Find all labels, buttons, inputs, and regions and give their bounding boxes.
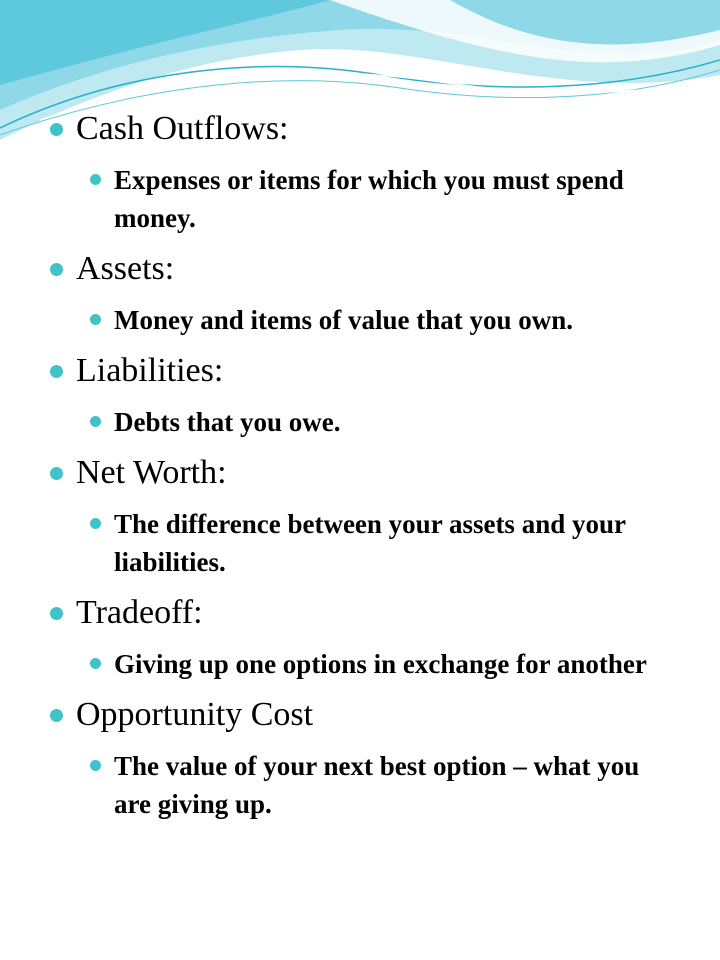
term-assets (48, 248, 668, 290)
bullet-icon (50, 467, 63, 480)
sub-bullet-icon (90, 760, 101, 771)
term-cash-outflows (48, 108, 668, 150)
sub-bullet-icon (90, 416, 101, 427)
bullet-icon (50, 365, 63, 378)
definition-text: The value of your next best option – what you are giving up. (114, 751, 640, 819)
sub-bullet-icon (90, 518, 101, 529)
definition-opportunity-cost (114, 747, 654, 823)
term-label: Assets: (76, 250, 175, 287)
term-label: Liabilities: (76, 352, 224, 389)
term-label: Opportunity Cost (76, 696, 314, 733)
sub-bullet-icon (90, 174, 101, 185)
definition-liabilities (114, 403, 654, 441)
term-net-worth (48, 452, 668, 494)
bullet-icon (50, 123, 63, 136)
definition-net-worth (114, 505, 654, 581)
term-opportunity-cost (48, 694, 668, 736)
sub-bullet-icon (90, 314, 101, 325)
bullet-icon (50, 709, 63, 722)
definition-tradeoff (114, 645, 654, 683)
term-label: Net Worth: (76, 454, 227, 491)
definition-text: Giving up one options in exchange for another (114, 649, 647, 679)
term-label: Cash Outflows: (76, 110, 289, 147)
definition-text: Expenses or items for which you must spend money. (114, 165, 624, 233)
definition-assets (114, 301, 654, 339)
definition-list (48, 108, 668, 823)
sub-bullet-icon (90, 658, 101, 669)
definition-cash-outflows (114, 161, 654, 237)
definition-text: The difference between your assets and your liabilities. (114, 509, 626, 577)
definition-text: Debts that you owe. (114, 407, 341, 437)
term-liabilities (48, 350, 668, 392)
definition-text: Money and items of value that you own. (114, 305, 574, 335)
term-tradeoff (48, 592, 668, 634)
term-label: Tradeoff: (76, 594, 203, 631)
bullet-icon (50, 263, 63, 276)
bullet-icon (50, 607, 63, 620)
